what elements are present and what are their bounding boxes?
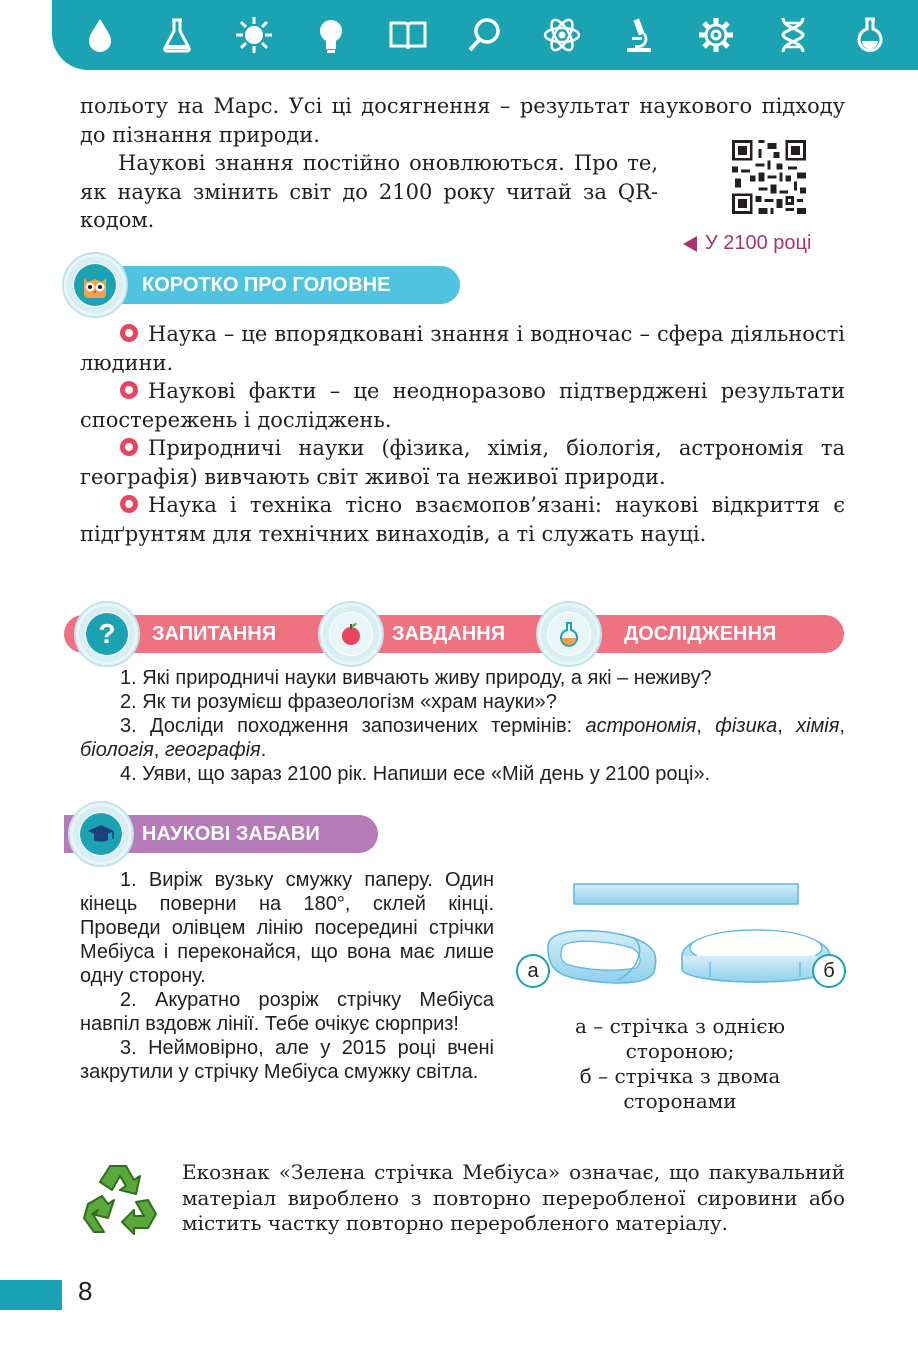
question-mark-icon: ? [86,613,128,655]
research-badge [538,603,600,665]
owl-icon [74,264,116,306]
flask-icon [155,13,199,57]
microscope-icon [617,13,661,57]
list-item: Наука – це впорядковані знання і водночас – сфера діяльності людини. [80,322,845,375]
list-item: Наукові факти – це неодноразово підтверджені результати спостережень і досліджень. [80,379,845,432]
summary-header-bar [80,266,460,304]
question-3: 3. Досліди походження запозичених термінів: астрономія, фізика, хімія, біологія, географія. [80,715,845,761]
intro-paragraph-1: польоту на Марс. Усі ці досягнення – результат наукового підходу до пізнання природи. [80,94,845,147]
gear-icon [694,13,738,57]
summary-list [80,320,845,548]
dna-icon [771,13,815,57]
bullet-icon [120,495,138,513]
two-sided-ring [682,930,830,982]
top-icon-band [52,0,918,70]
atom-icon [540,13,584,57]
sun-icon [232,13,276,57]
questions-header: ЗАПИТАННЯ [152,622,277,645]
label-b: б [812,954,846,988]
illustration-caption [545,1014,815,1114]
intro-paragraph-2: Наукові знання постійно оновлюються. Про те, як наука змінить світ до 2100 року читай за QR-кодом. [80,151,658,232]
arrow-left-icon [683,236,697,252]
label-a: а [516,954,550,988]
summary-header: КОРОТКО ПРО ГОЛОВНЕ [142,273,391,296]
fun-badge [70,803,132,865]
recycle-icon [78,1160,166,1246]
eco-text [182,1160,845,1237]
qr-code[interactable] [732,140,806,214]
graduation-cap-icon [80,813,122,855]
page-tab [0,1280,62,1310]
drop-icon [78,13,122,57]
fun-text [80,868,494,1084]
questions-header-bar [64,615,844,653]
round-flask-icon [548,613,590,655]
question-2: 2. Як ти розумієш фразеологізм «храм науки»? [120,691,557,713]
bullet-icon [120,381,138,399]
questions-badge [76,603,138,665]
qr-link[interactable] [683,232,811,255]
list-item: Наука і техніка тісно взаємопов’язані: наукові відкриття є підґрунтям для технічних винаходів, а ті служать науці. [80,493,845,546]
fun-paragraph-1: 1. Виріж вузьку смужку паперу. Один кінець поверни на 180°, склей кінці. Проведи олівцем лінію посередині стрічки Мебіуса і переконайся, що вона має лише одну сторону. [80,869,494,987]
summary-badge [64,254,126,316]
lightbulb-icon [309,13,353,57]
tasks-header: ЗАВДАННЯ [392,622,506,645]
caption-b: б – стрічка з двома сторонами [579,1064,781,1113]
intro-text [80,92,845,235]
fun-paragraph-2: 2. Акуратно розріж стрічку Мебіуса навпіл вздовж лінії. Тебе очікує сюрприз! [80,989,494,1035]
list-item: Природничі науки (фізика, хімія, біологія, астрономія та географія) вивчають світ живої та неживої природи. [80,436,845,489]
fun-paragraph-3: 3. Неймовірно, але у 2015 році вчені закрутили у стрічку Мебіуса смужку світла. [80,1037,494,1083]
question-1: 1. Які природничі науки вивчають живу природу, а які – неживу? [120,667,712,689]
questions-list [80,666,845,786]
caption-a: а – стрічка з однією стороною; [574,1014,786,1063]
book-icon [386,13,430,57]
tasks-badge [320,603,382,665]
paper-strip [574,884,798,904]
fun-header: НАУКОВІ ЗАБАВИ [142,822,320,845]
mobius-strip [548,931,656,983]
research-header: ДОСЛІДЖЕННЯ [624,622,777,645]
page-number: 8 [78,1276,93,1306]
question-4: 4. Уяви, що зараз 2100 рік. Напиши есе «Мій день у 2100 році». [120,763,711,785]
magnifier-icon [463,13,507,57]
round-flask-icon [848,13,892,57]
eco-paragraph: Екознак «Зелена стрічка Мебіуса» означає, що пакувальний матеріал вироблено з повторно переробленої сировини або містить частку повторно переробленого матеріалу. [182,1160,845,1235]
qr-link-label: У 2100 році [705,232,812,254]
bullet-icon [120,438,138,456]
bullet-icon [120,324,138,342]
apple-icon [330,613,372,655]
mobius-strip-illustration [514,876,848,1016]
